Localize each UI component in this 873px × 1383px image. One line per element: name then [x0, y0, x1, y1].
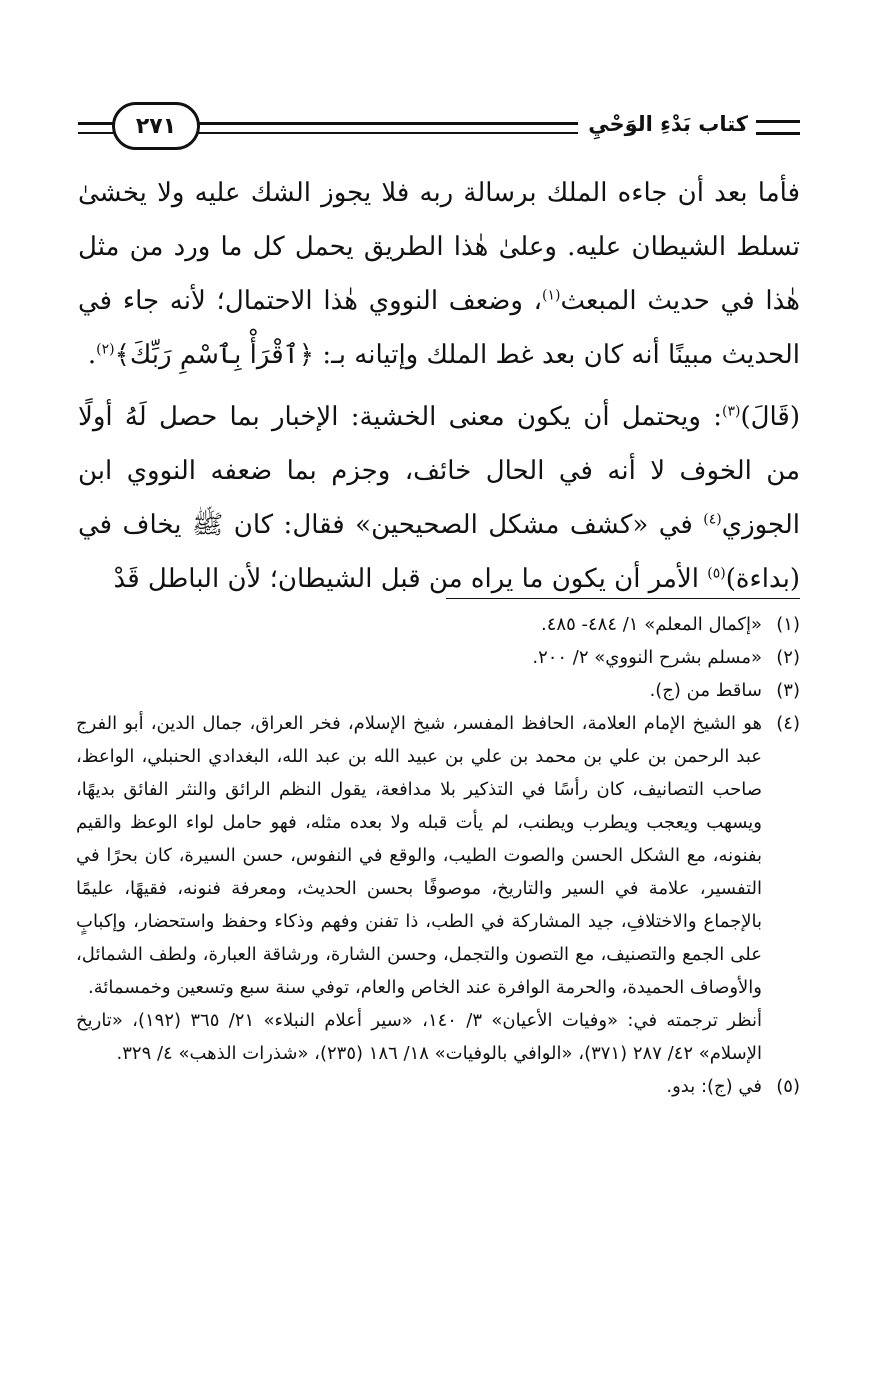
main-text — [78, 166, 800, 606]
footnote-ref-2: (٢) — [96, 341, 115, 358]
footnote-number: (٢) — [776, 647, 800, 668]
footnote-ref-5: (٥) — [707, 565, 726, 582]
footnote-text: في (ج): بدو. — [666, 1076, 762, 1097]
footnote-ref-1: (١) — [542, 287, 561, 304]
footnote-number: (٣) — [776, 680, 800, 701]
footnote-2 — [76, 641, 800, 674]
paragraph-1-text: فأما بعد أن جاءه الملك برسالة ربه فلا يجوز الشك عليه ولا يخشىٰ تسلط الشيطان عليه. وعلىٰ هٰذا الطريق يحمل كل ما ورد من مثل هٰذا في حديث المبعث — [78, 178, 800, 316]
paragraph-2-text: : ويحتمل أن يكون معنى الخشية: الإخبار بما حصل لَهُ أولًا من الخوف لا أنه في الحال خائف، وجزم بما ضعفه النووي ابن الجوزي — [78, 402, 800, 540]
paragraph-2-text-end: الأمر أن يكون ما يراه من قبل الشيطان؛ لأن الباطل قَدْ — [113, 564, 708, 594]
paragraph-1-text-cont: ، وضعف النووي هٰذا الاحتمال؛ لأنه جاء في الحديث مبينًا أنه كان بعد غط الملك وإتيانه بـ: ﴿ٱقْرَأْ بِٱسْمِ رَبِّكَ﴾ — [78, 286, 800, 370]
footnote-number: (٥) — [776, 1076, 800, 1097]
footnote-4 — [76, 707, 800, 1070]
footnote-text: «مسلم بشرح النووي» ٢/ ٢٠٠. — [532, 647, 762, 668]
footnote-3 — [76, 674, 800, 707]
header-ornament-right — [756, 120, 800, 135]
footnote-ref-3: (٣) — [722, 403, 741, 420]
footnote-number: (٤) — [776, 713, 800, 734]
footnotes — [76, 608, 800, 1103]
footnote-biography: هو الشيخ الإمام العلامة، الحافظ المفسر، شيخ الإسلام، فخر العراق، جمال الدين، أبو الفرج عبد الرحمن بن علي بن محمد بن علي بن عبيد الله بن عبد الله، البغدادي الحنبلي، الواعظ، صاحب التصانيف، كان رأسًا في التذكير بلا مدافعة، يقول النظم الرائق والنثر الفائق بديهًا، ويسهب ويعجب ويطرب ويطنب، لم يأت قبله ولا بعده مثله، فهو حامل لواء الوعظ والقيم بفنونه، مع الشكل الحسن والصوت الطيب، والوقع في النفوس، حسن السيرة، كان بحرًا في التفسير، علامة في السير والتاريخ، موصوفًا بحسن الحديث، ومعرفة فنونه، فقيهًا، عليمًا بالإجماع والاختلافِ، جيد المشاركة في الطب، ذا تفنن وفهم وذكاء وحفظ واستحضار، وإكبابٍ على الجمع والتصنيف، مع التصون والتجمل، وحسن الشارة، ورشاقة العبارة، ولطف الشمائل، والأوصاف الحميدة، والحرمة الوافرة عند الخاص والعام، توفي سنة سبع وتسعين وخمسمائة. — [76, 713, 762, 998]
footnote-1 — [76, 608, 800, 641]
paragraph-2-text-cont: في «كشف مشكل الصحيحين» فقال: كان ﷺ يخاف في (بداءة) — [78, 510, 800, 594]
header-title: كتاب بَدْءِ الوَحْيِ — [588, 112, 748, 136]
header-rule — [190, 122, 578, 134]
footnote-5 — [76, 1070, 800, 1103]
paragraph-1-end: . — [87, 340, 97, 370]
page-number: ٢٧١ — [112, 102, 200, 150]
running-header — [78, 100, 800, 156]
footnote-text — [76, 707, 762, 1070]
header-rule-left — [78, 122, 114, 134]
footnote-text: ساقط من (ج). — [649, 680, 762, 701]
footnote-number: (١) — [776, 614, 800, 635]
paragraph-1 — [78, 166, 800, 382]
footnote-ref-4: (٤) — [703, 511, 722, 528]
paragraph-2 — [78, 390, 800, 606]
footnote-separator — [446, 598, 800, 599]
footnote-text: «إكمال المعلم» ١/ ٤٨٤- ٤٨٥. — [541, 614, 762, 635]
paragraph-2-qala: (قَالَ) — [740, 402, 800, 432]
footnote-sources: أنظر ترجمته في: «وفيات الأعيان» ٣/ ١٤٠، «سير أعلام النبلاء» ٢١/ ٣٦٥ (١٩٢)، «تاريخ الإسلام» ٤٢/ ٢٨٧ (٣٧١)، «الوافي بالوفيات» ١٨/ ١٨٦ (٢٣٥)، «شذرات الذهب» ٤/ ٣٢٩. — [76, 1010, 762, 1064]
